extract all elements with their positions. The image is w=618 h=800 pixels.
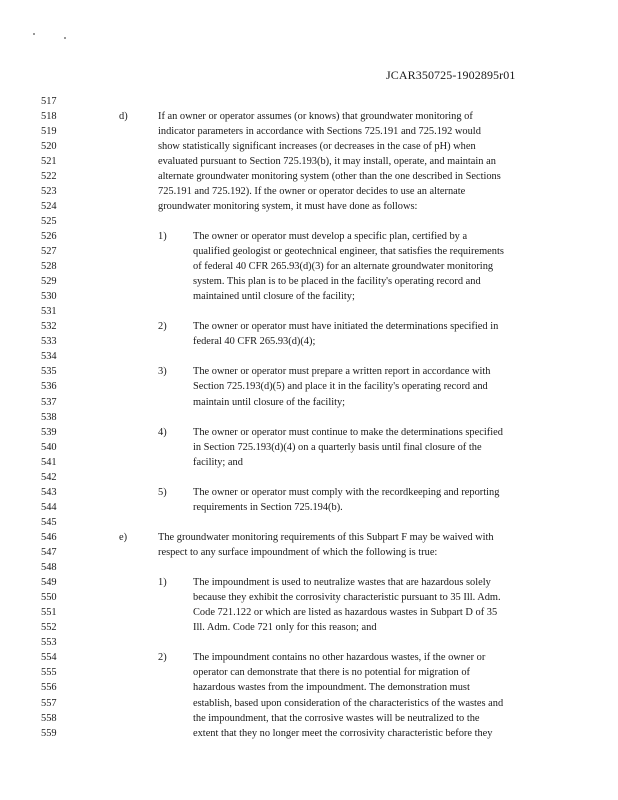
list-item-text-line: operator can demonstrate that there is no potential for migration of bbox=[193, 667, 470, 679]
line-number: 520 bbox=[41, 140, 57, 152]
line-number: 529 bbox=[41, 276, 57, 288]
line-number: 532 bbox=[41, 321, 57, 333]
section-d-text-line: 725.191 and 725.192). If the owner or operator decides to use an alternate bbox=[158, 185, 466, 197]
line-number: 550 bbox=[41, 592, 57, 604]
section-d-text-line: indicator parameters in accordance with Sections 725.191 and 725.192 would bbox=[158, 125, 481, 137]
scan-speck bbox=[33, 33, 35, 35]
line-number: 534 bbox=[41, 351, 57, 363]
line-number: 545 bbox=[41, 516, 57, 528]
line-number: 546 bbox=[41, 531, 57, 543]
list-item-text-line: The impoundment contains no other hazardous wastes, if the owner or bbox=[193, 652, 486, 664]
section-d-text-line: show statistically significant increases (or decreases in the case of pH) when bbox=[158, 140, 476, 152]
line-number: 539 bbox=[41, 426, 57, 438]
line-number: 542 bbox=[41, 471, 57, 483]
line-number: 518 bbox=[41, 110, 57, 122]
list-item-label: 1) bbox=[158, 577, 167, 589]
list-item-text-line: maintain until closure of the facility; bbox=[193, 396, 346, 408]
section-d-text-line: groundwater monitoring system, it must have done as follows: bbox=[158, 200, 418, 212]
line-number: 525 bbox=[41, 215, 57, 227]
line-number: 549 bbox=[41, 577, 57, 589]
line-number: 559 bbox=[41, 727, 57, 739]
list-item-label: 4) bbox=[158, 426, 167, 438]
section-e-label: e) bbox=[119, 531, 128, 543]
line-number: 528 bbox=[41, 261, 57, 273]
line-number: 548 bbox=[41, 562, 57, 574]
list-item-text-line: the impoundment, that the corrosive wastes will be neutralized to the bbox=[193, 712, 480, 724]
list-item-text-line: The owner or operator must have initiated the determinations specified in bbox=[193, 321, 499, 333]
line-number: 523 bbox=[41, 185, 57, 197]
section-e-text-line: respect to any surface impoundment of which the following is true: bbox=[158, 547, 438, 558]
list-item-text-line: system. This plan is to be placed in the facility's operating record and bbox=[193, 276, 481, 288]
list-item-text-line: The owner or operator must develop a specific plan, certified by a bbox=[193, 230, 468, 242]
list-item-text-line: because they exhibit the corrosivity characteristic pursuant to 35 Ill. Adm. bbox=[193, 592, 501, 604]
line-number: 544 bbox=[41, 501, 57, 513]
line-number: 536 bbox=[41, 381, 57, 393]
scan-speck bbox=[64, 37, 66, 39]
list-item-label: 2) bbox=[158, 652, 167, 664]
line-number: 552 bbox=[41, 622, 57, 634]
line-number: 538 bbox=[41, 411, 57, 423]
list-item-text-line: extent that they no longer meet the corrosivity characteristic before they bbox=[193, 727, 493, 739]
list-item-text-line: maintained until closure of the facility; bbox=[193, 291, 355, 303]
list-item-text-line: requirements in Section 725.194(b). bbox=[193, 501, 343, 513]
section-d-label: d) bbox=[119, 110, 128, 122]
list-item-text-line: The owner or operator must continue to make the determinations specified bbox=[193, 426, 503, 438]
list-item-text-line: Section 725.193(d)(5) and place it in the facility's operating record and bbox=[193, 381, 488, 393]
line-number: 547 bbox=[41, 547, 57, 558]
line-number: 543 bbox=[41, 486, 57, 498]
list-item-text-line: hazardous wastes from the impoundment. The demonstration must bbox=[193, 682, 470, 694]
list-item-text-line: Code 721.122 or which are listed as hazardous wastes in Subpart D of 35 bbox=[193, 607, 498, 619]
list-item-text-line: The impoundment is used to neutralize wastes that are hazardous solely bbox=[193, 577, 491, 589]
section-d-text-line: alternate groundwater monitoring system (other than the one described in Sections bbox=[158, 170, 501, 182]
line-number: 519 bbox=[41, 125, 57, 137]
line-number: 556 bbox=[41, 682, 57, 694]
line-number: 557 bbox=[41, 697, 57, 709]
line-number: 554 bbox=[41, 652, 57, 664]
line-number: 527 bbox=[41, 246, 57, 257]
list-item-text-line: facility; and bbox=[193, 456, 243, 468]
list-item-text-line: The owner or operator must comply with the recordkeeping and reporting bbox=[193, 486, 500, 498]
line-number: 522 bbox=[41, 170, 57, 182]
section-d-text-line: evaluated pursuant to Section 725.193(b), it may install, operate, and maintain an bbox=[158, 155, 496, 167]
list-item-label: 5) bbox=[158, 486, 167, 498]
line-number: 531 bbox=[41, 306, 57, 318]
list-item-text-line: in Section 725.193(d)(4) on a quarterly basis until final closure of the bbox=[193, 441, 482, 453]
line-number: 537 bbox=[41, 396, 57, 408]
document-id-header: JCAR350725-1902895r01 bbox=[386, 68, 516, 82]
list-item-label: 3) bbox=[158, 366, 167, 378]
section-e-text-line: The groundwater monitoring requirements of this Subpart F may be waived with bbox=[158, 531, 494, 543]
line-number: 555 bbox=[41, 667, 57, 679]
list-item-text-line: federal 40 CFR 265.93(d)(4); bbox=[193, 336, 316, 348]
line-number: 517 bbox=[41, 95, 57, 107]
line-number: 558 bbox=[41, 712, 57, 724]
line-number: 535 bbox=[41, 366, 57, 378]
line-number: 540 bbox=[41, 441, 57, 453]
list-item-text-line: qualified geologist or geotechnical engineer, that satisfies the requirements bbox=[193, 246, 504, 257]
line-number: 541 bbox=[41, 456, 57, 468]
list-item-label: 2) bbox=[158, 321, 167, 333]
line-number: 551 bbox=[41, 607, 57, 619]
line-number: 530 bbox=[41, 291, 57, 303]
line-number: 553 bbox=[41, 637, 57, 649]
line-number: 524 bbox=[41, 200, 57, 212]
line-number: 526 bbox=[41, 230, 57, 242]
line-number: 521 bbox=[41, 155, 57, 167]
line-number: 533 bbox=[41, 336, 57, 348]
list-item-label: 1) bbox=[158, 230, 167, 242]
list-item-text-line: establish, based upon consideration of the characteristics of the wastes and bbox=[193, 697, 504, 709]
list-item-text-line: The owner or operator must prepare a written report in accordance with bbox=[193, 366, 491, 378]
list-item-text-line: Ill. Adm. Code 721 only for this reason; and bbox=[193, 622, 377, 634]
list-item-text-line: of federal 40 CFR 265.93(d)(3) for an alternate groundwater monitoring bbox=[193, 261, 494, 273]
section-d-text-line: If an owner or operator assumes (or knows) that groundwater monitoring of bbox=[158, 110, 473, 122]
